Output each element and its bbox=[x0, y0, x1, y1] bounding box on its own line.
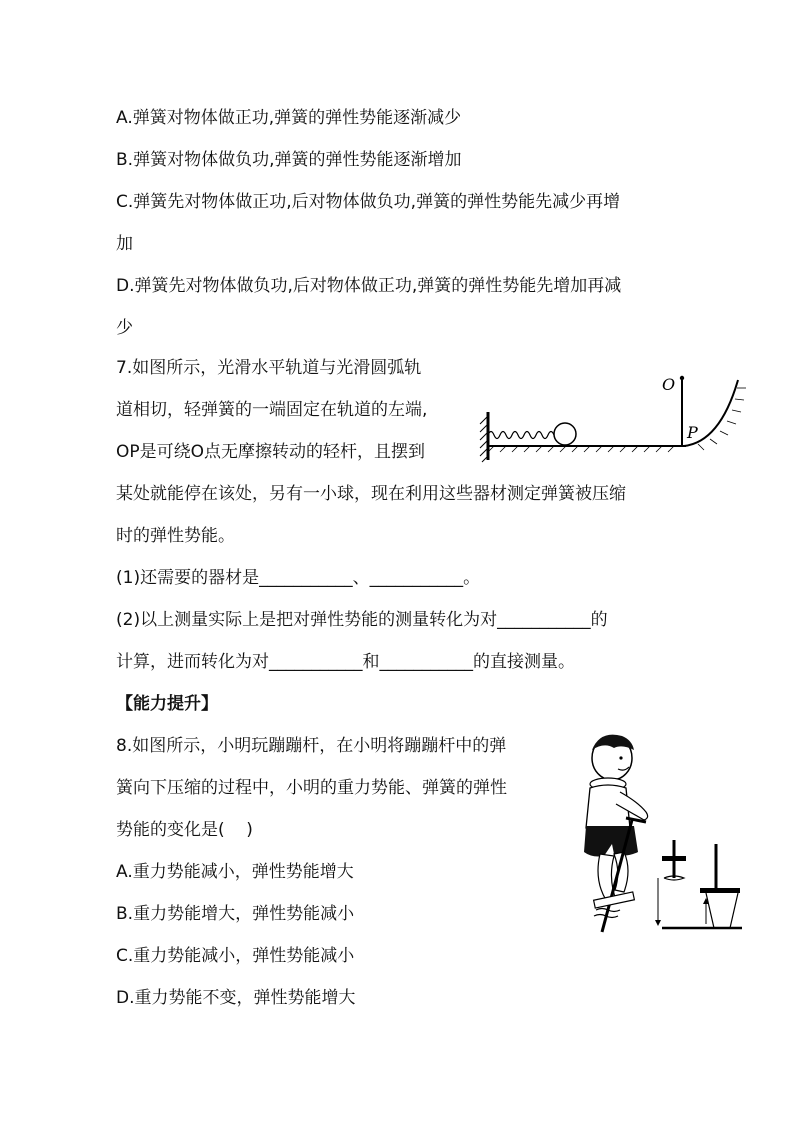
q8-option-b: B.重力势能增大，弹性势能减小 bbox=[116, 904, 355, 924]
q7-track-spring-figure bbox=[458, 362, 758, 467]
q7-stem-line-1: 7.如图所示，光滑水平轨道与光滑圆弧轨 bbox=[116, 358, 422, 378]
q6-option-c: C.弹簧先对物体做正功,后对物体做负功,弹簧的弹性势能先减少再增 bbox=[116, 192, 621, 212]
q8-option-a: A.重力势能减小，弹性势能增大 bbox=[116, 862, 354, 882]
q7-question-1: (1)还需要的器材是___________、___________。 bbox=[116, 568, 481, 588]
q8-stem-line-3: 势能的变化是( ) bbox=[116, 820, 253, 840]
q6-option-b: B.弹簧对物体做负功,弹簧的弹性势能逐渐增加 bbox=[116, 150, 462, 170]
q6-option-d-continued: 少 bbox=[116, 318, 133, 338]
q7-stem-line-4: 某处就能停在该处，另有一小球，现在利用这些器材测定弹簧被压缩 bbox=[116, 484, 626, 504]
q7-stem-line-5: 时的弹性势能。 bbox=[116, 526, 235, 546]
q8-stem-line-1: 8.如图所示，小明玩蹦蹦杆，在小明将蹦蹦杆中的弹 bbox=[116, 736, 507, 756]
q7-question-2-continued: 计算，进而转化为对___________和___________的直接测量。 bbox=[116, 652, 575, 672]
q8-option-d: D.重力势能不变，弹性势能增大 bbox=[116, 988, 356, 1008]
q7-label-p: P bbox=[687, 423, 698, 442]
q8-pogo-stick-figure bbox=[566, 728, 746, 940]
q8-option-c: C.重力势能减小，弹性势能减小 bbox=[116, 946, 355, 966]
q7-question-2: (2)以上测量实际上是把对弹性势能的测量转化为对___________的 bbox=[116, 610, 608, 630]
q7-stem-line-3: OP是可绕O点无摩擦转动的轻杆，且摆到 bbox=[116, 442, 426, 462]
section-heading: 【能力提升】 bbox=[116, 694, 218, 714]
q6-option-d: D.弹簧先对物体做负功,后对物体做正功,弹簧的弹性势能先增加再减 bbox=[116, 276, 622, 296]
q6-option-c-continued: 加 bbox=[116, 234, 133, 254]
q7-label-o: O bbox=[662, 375, 676, 394]
q8-stem-line-2: 簧向下压缩的过程中，小明的重力势能、弹簧的弹性 bbox=[116, 778, 507, 798]
q6-option-a: A.弹簧对物体做正功,弹簧的弹性势能逐渐减少 bbox=[116, 108, 462, 128]
q7-stem-line-2: 道相切，轻弹簧的一端固定在轨道的左端, bbox=[116, 400, 428, 420]
